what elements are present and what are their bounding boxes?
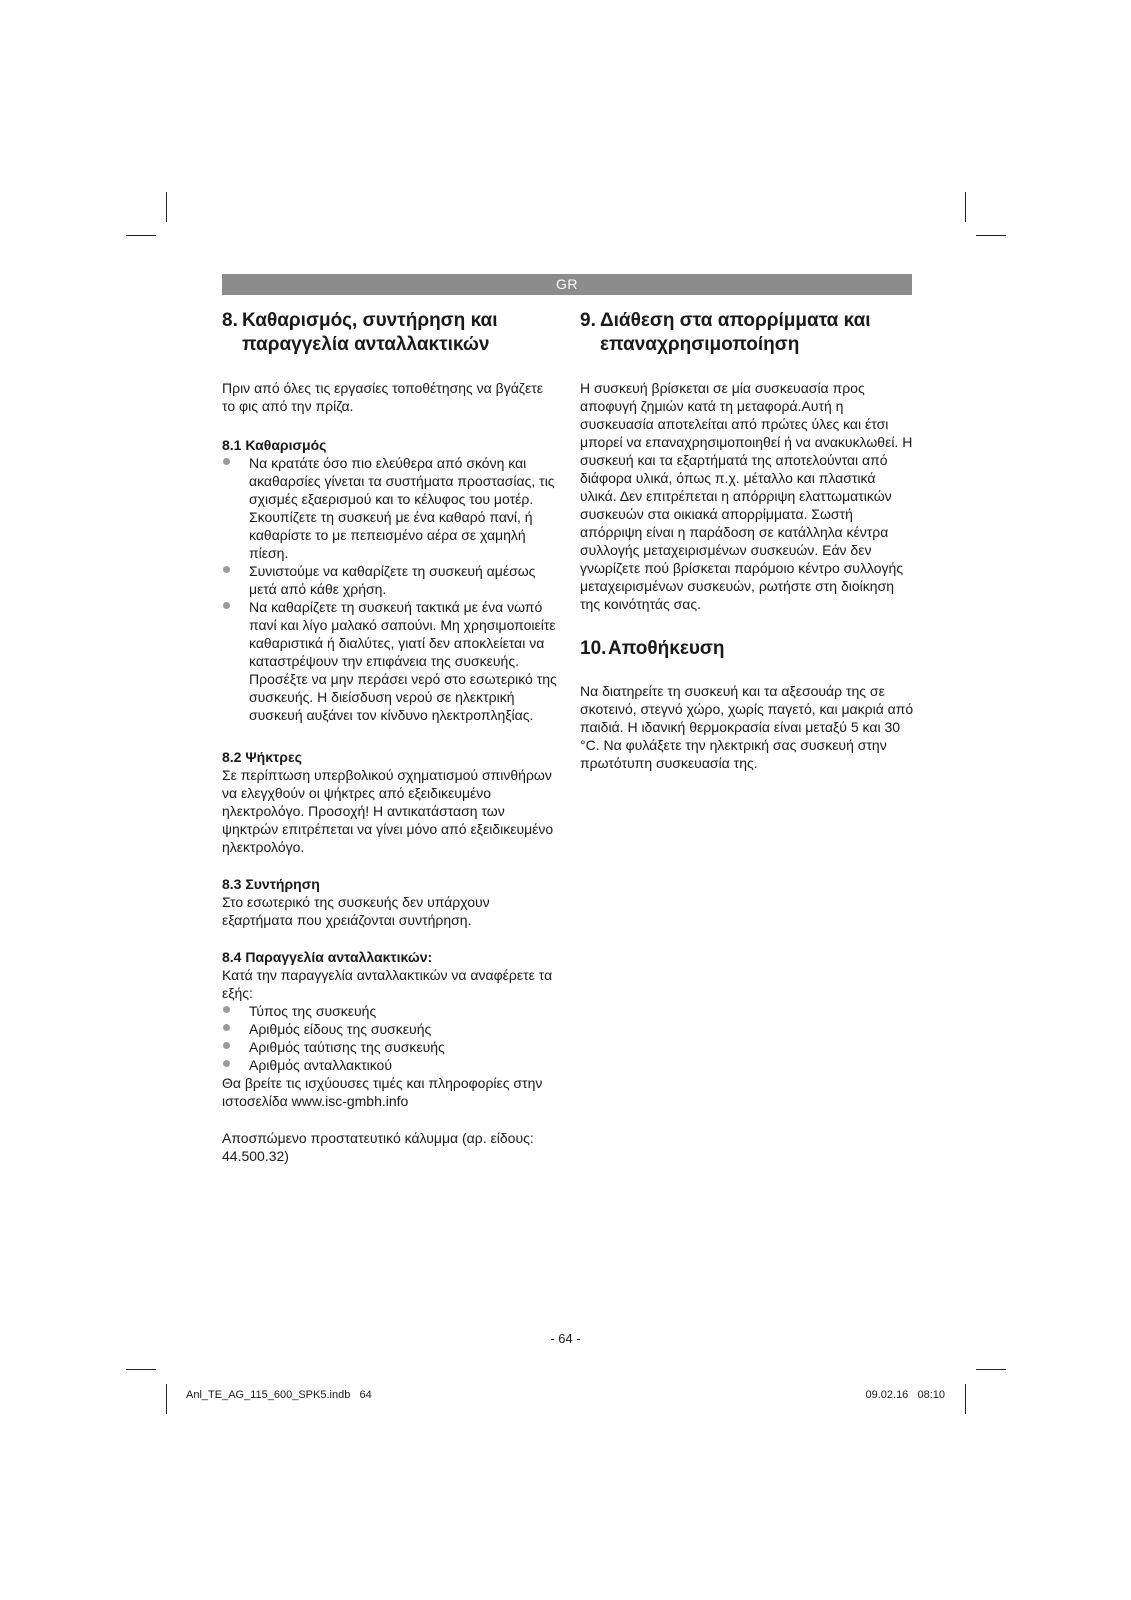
language-label: GR xyxy=(556,276,578,292)
bullet-icon xyxy=(223,1024,230,1031)
section-10-title xyxy=(580,637,915,661)
subsection-8-2-text: Σε περίπτωση υπερβολικού σχηματισμού σπινθήρων να ελεγχθούν οι ψήκτρες από εξειδικευμένο ηλεκτρολόγο. Προσοχή! Η αντικατάσταση των ψηκτρών επιτρέπεται να γίνει μόνο από εξειδικευμένο ηλεκτρολόγο. xyxy=(222,767,554,855)
section-8-title-line1: Καθαρισμός, συντήρηση και xyxy=(242,310,498,331)
subsection-8-4-intro: Κατά την παραγγελία ανταλλακτικών να αναφέρετε τα εξής: xyxy=(222,967,553,1001)
subsection-8-2-heading: 8.2 Ψήκτρες xyxy=(222,749,302,765)
bullet-icon xyxy=(223,1042,230,1049)
list-item: Αριθμός ταύτισης της συσκευής xyxy=(222,1038,557,1056)
file-info: Anl_TE_AG_115_600_SPK5.indb 64 xyxy=(186,1389,372,1401)
crop-mark xyxy=(976,1369,1006,1370)
crop-mark xyxy=(126,235,156,236)
crop-mark xyxy=(965,192,966,222)
section-9-title-line2: επαναχρησιμοποίηση xyxy=(600,334,800,355)
bullet-icon xyxy=(223,1060,230,1067)
left-column xyxy=(222,309,557,1165)
subsection-8-4-info: Θα βρείτε τις ισχύουσες τιμές και πληροφορίες στην ιστοσελίδα www.isc-gmbh.info xyxy=(222,1075,543,1109)
section-9-title-cont xyxy=(580,333,915,357)
section-9-title xyxy=(580,309,915,333)
list-item: Αριθμός ανταλλακτικού xyxy=(222,1056,557,1074)
list-item: Να κρατάτε όσο πιο ελεύθερα από σκόνη και ακαθαρσίες γίνεται τα συστήματα προστασίας, τις σχισμές εξαερισμού και το κέλυφος του μοτέρ. Σκουπίζετε τη συσκευή με ένα καθαρό πανί, ή καθαρίστε το με πεπεισμένο αέρα σε χαμηλή πίεση. xyxy=(222,454,557,562)
section-9-text: Η συσκευή βρίσκεται σε μία συσκευασία προς αποφυγή ζημιών κατά τη μεταφορά.Αυτή η συσκευασία αποτελείται από πρώτες ύλες και έτσι μπορεί να επαναχρησιμοποιηθεί ή να ανακυκλωθεί. Η συσκευή και τα εξαρτήματά της αποτελούνται από διάφορα υλικά, όπως π.χ. μέταλλο και πλαστικά υλικά. Δεν επιτρέπεται η απόρριψη ελαττωματικών συσκευών στα οικιακά απορρίμματα. Σωστή απόρριψη είναι η παράδοση σε κατάλληλα κέντρα συλλογής μεταχειρισμένων συσκευών. Εάν δεν γνωρίζετε πού βρίσκεται παρόμοιο κέντρο συλλογής μεταχειρισμένων συσκευών, ρωτήστε στη διοίκηση της κοινότητάς σας. xyxy=(580,380,913,612)
crop-mark xyxy=(166,192,167,222)
subsection-8-3-text: Στο εσωτερικό της συσκευής δεν υπάρχουν εξαρτήματα που χρειάζονται συντήρηση. xyxy=(222,894,490,928)
section-8-title xyxy=(222,309,557,333)
right-column xyxy=(580,309,915,772)
spare-parts-list xyxy=(222,1002,557,1074)
section-10-title-text: Αποθήκευση xyxy=(608,638,725,659)
language-header-bar xyxy=(222,274,912,295)
cleaning-list xyxy=(222,454,557,724)
section-8-number: 8. xyxy=(222,310,238,331)
list-item: Να καθαρίζετε τη συσκευή τακτικά με ένα νωπό πανί και λίγο μαλακό σαπούνι. Μη χρησιμοποιείτε καθαριστικά ή διαλύτες, γιατί δεν αποκλείεται να καταστρέψουν την επιφάνεια της συσκευής. Προσέξτε να μην περάσει νερό στο εσωτερικό της συσκευής. Η διείσδυση νερού σε ηλεκτρική συσκευή αυξάνει τον κίνδυνο ηλεκτροπληξίας. xyxy=(222,598,557,724)
bullet-icon xyxy=(223,566,230,573)
crop-mark xyxy=(976,235,1006,236)
list-item: Αριθμός είδους της συσκευής xyxy=(222,1020,557,1038)
section-8-title-line2: παραγγελία ανταλλακτικών xyxy=(242,334,490,355)
crop-mark xyxy=(126,1369,156,1370)
section-8-intro: Πριν από όλες τις εργασίες τοποθέτησης να βγάζετε το φις από την πρίζα. xyxy=(222,380,543,414)
subsection-8-3-heading: 8.3 Συντήρηση xyxy=(222,876,320,892)
subsection-8-1-heading: 8.1 Καθαρισμός xyxy=(222,437,327,453)
print-date: 09.02.16 08:10 xyxy=(865,1389,945,1401)
subsection-8-4-heading: 8.4 Παραγγελία ανταλλακτικών: xyxy=(222,949,433,965)
section-8-title-cont xyxy=(222,333,557,357)
section-9-title-line1: Διάθεση στα απορρίμματα και xyxy=(600,310,871,331)
list-item: Τύπος της συσκευής xyxy=(222,1002,557,1020)
crop-mark xyxy=(166,1384,167,1414)
list-item: Συνιστούμε να καθαρίζετε τη συσκευή αμέσως μετά από κάθε χρήση. xyxy=(222,562,557,598)
crop-mark xyxy=(965,1384,966,1414)
section-10-text: Να διατηρείτε τη συσκευή και τα αξεσουάρ της σε σκοτεινό, στεγνό χώρο, χωρίς παγετό, και μακριά από παιδιά. Η ιδανική θερμοκρασία είναι μεταξύ 5 και 30 °C. Να φυλάξετε την ηλεκτρική σας συσκευή στην πρωτότυπη συσκευασία της. xyxy=(580,683,914,771)
section-10-number: 10. xyxy=(580,638,607,659)
bullet-icon xyxy=(223,1006,230,1013)
subsection-8-4-note: Αποσπώμενο προστατευτικό κάλυμμα (αρ. είδους: 44.500.32) xyxy=(222,1130,534,1164)
section-9-number: 9. xyxy=(580,310,596,331)
page-number: - 64 - xyxy=(550,1331,581,1346)
bullet-icon xyxy=(223,602,230,609)
bullet-icon xyxy=(223,458,230,465)
